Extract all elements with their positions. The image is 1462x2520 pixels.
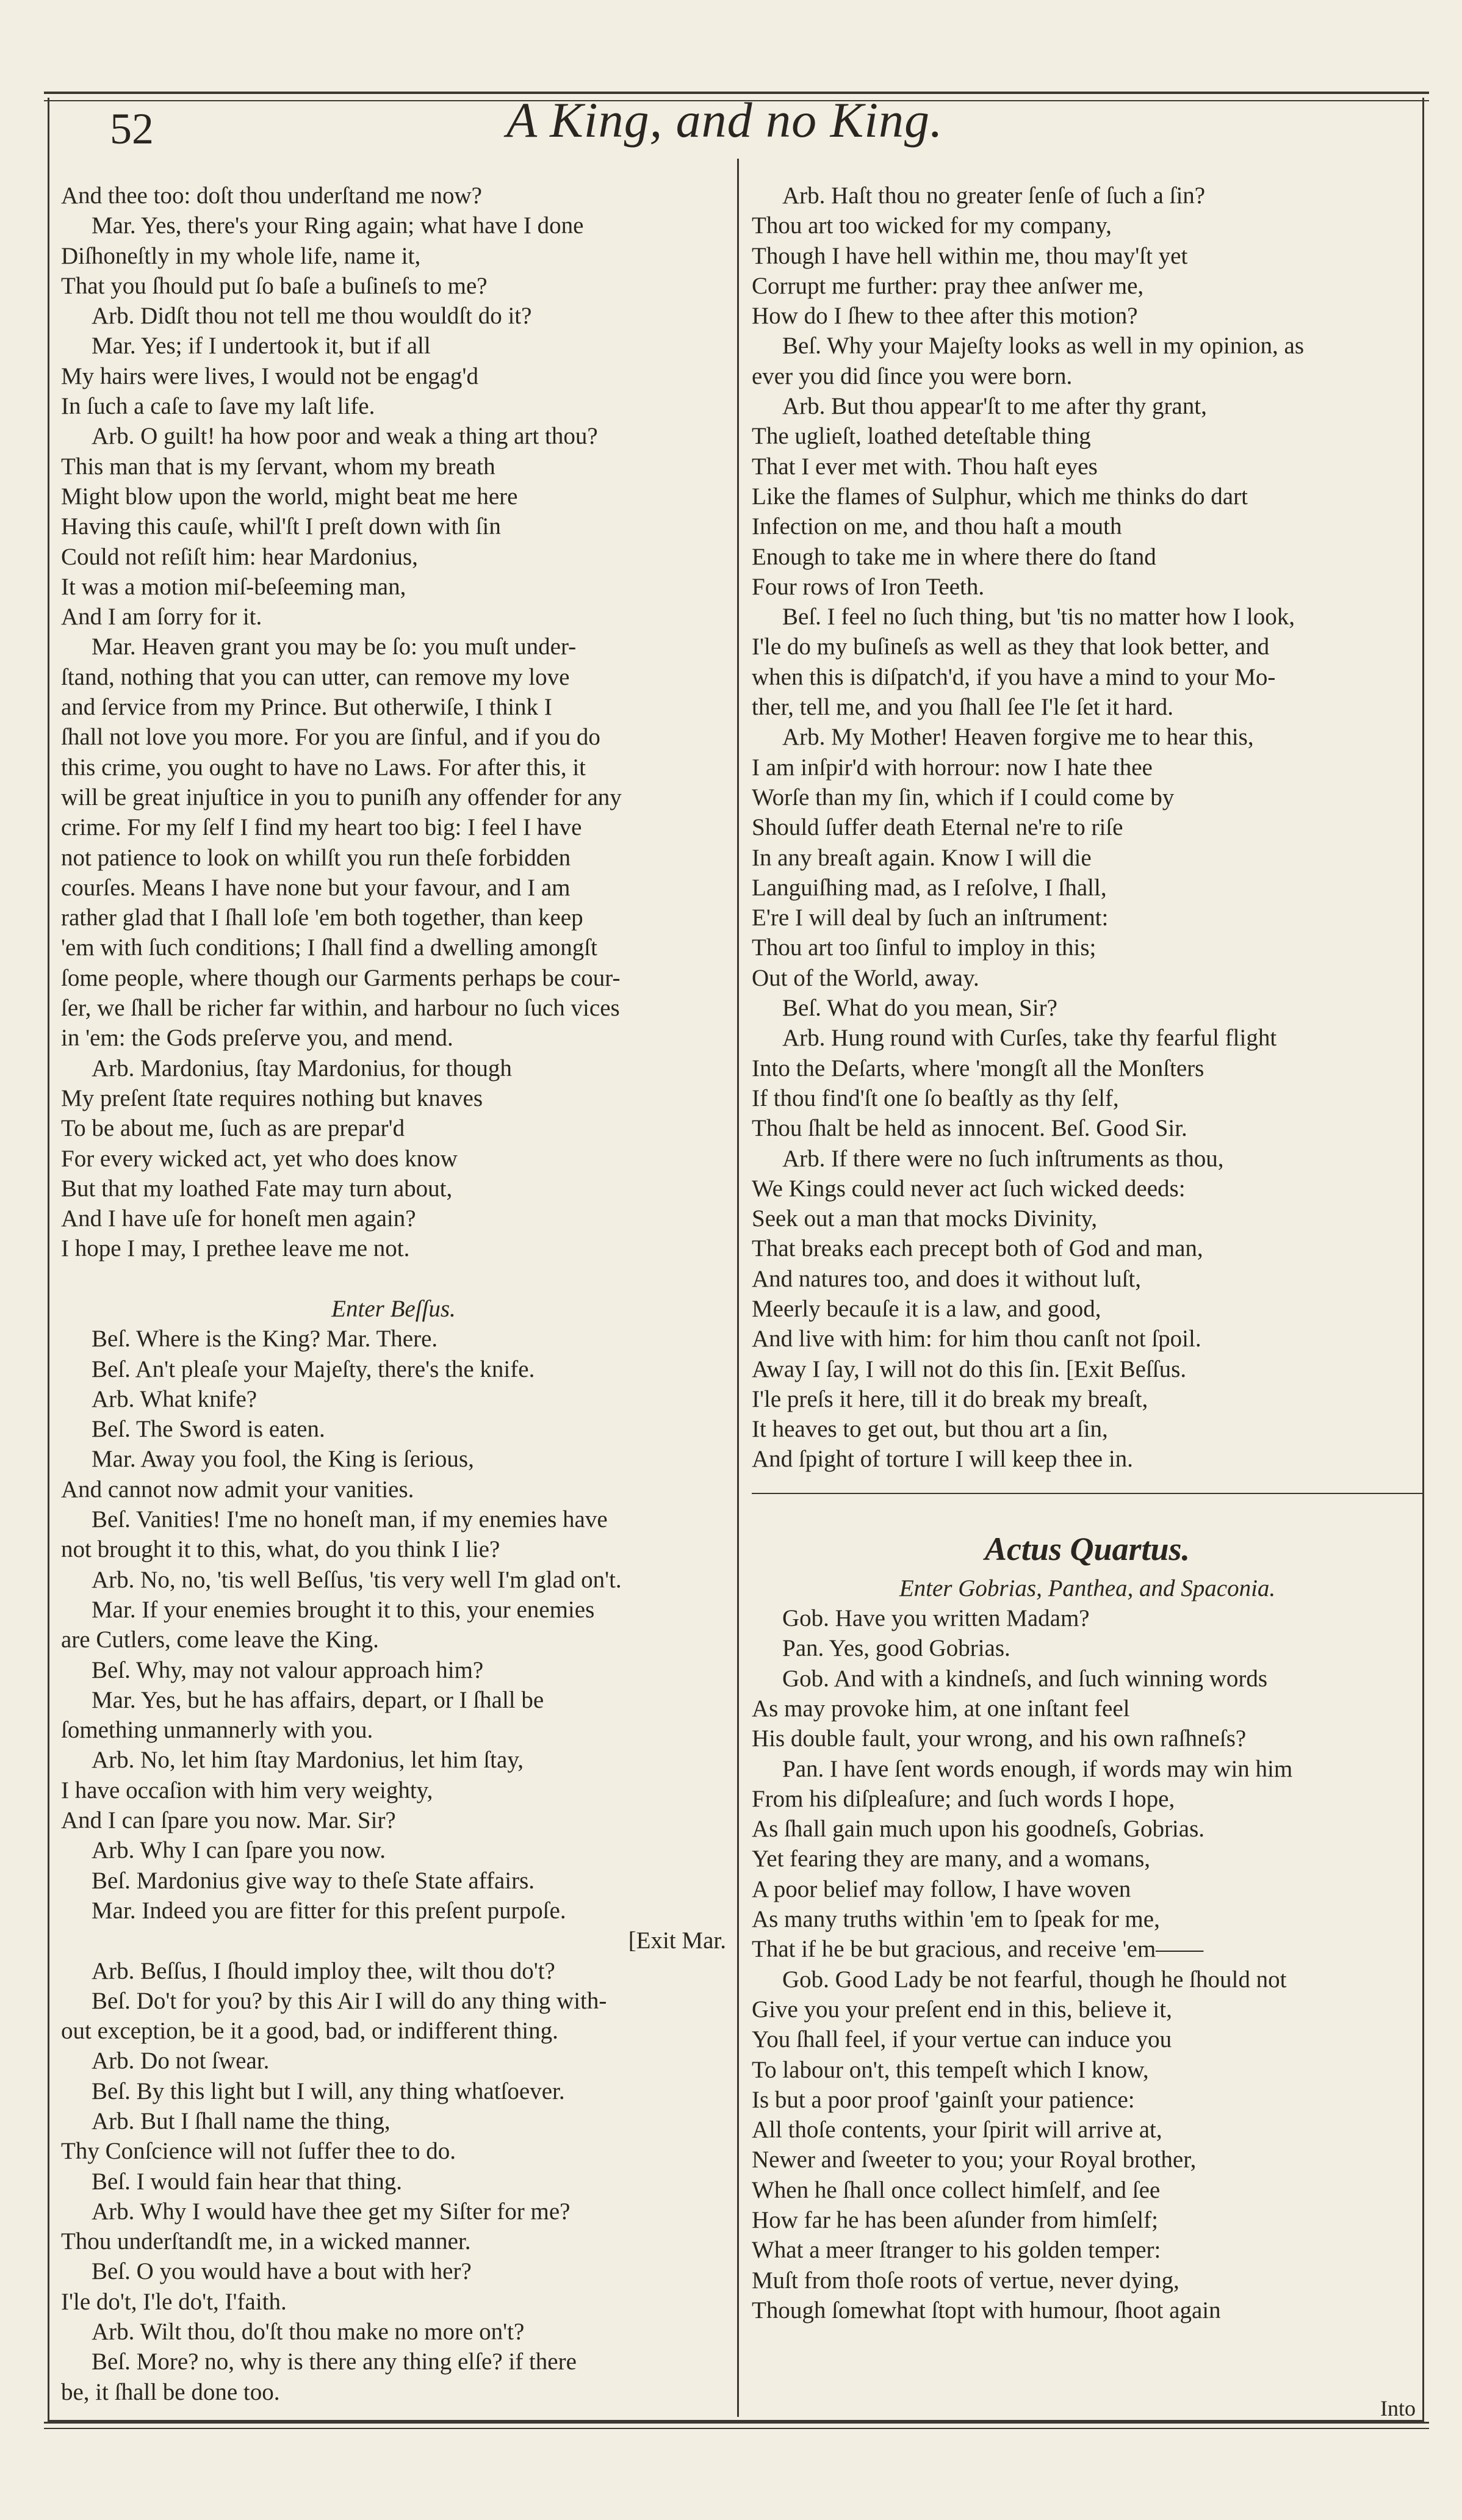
right-column-line: Four rows of Iron Teeth. <box>752 573 985 600</box>
left-column-line: will be great injuſtice in you to puniſh any offender for any <box>61 784 622 811</box>
left-column-line: And thee too: doſt thou underſtand me now? <box>61 182 482 209</box>
act-line: Is but a poor proof 'gainſt your patience: <box>752 2086 1135 2113</box>
act-line: To labour on't, this tempeſt which I know, <box>752 2056 1149 2083</box>
act-line: Gob. And with a kindneſs, and ſuch winning words <box>782 1665 1268 1692</box>
act-line: Pan. I have ſent words enough, if words may win him <box>782 1755 1293 1782</box>
left-column-line: Arb. No, let him ſtay Mardonius, let him ſtay, <box>92 1747 524 1774</box>
right-column-line: Corrupt me further: pray thee anſwer me, <box>752 272 1144 299</box>
left-column-line: It was a motion miſ-beſeeming man, <box>61 573 406 600</box>
left-column-line: Beſ. O you would have a bout with her? <box>92 2258 472 2285</box>
left-column-line: Mar. If your enemies brought it to this, your enemies <box>92 1596 595 1623</box>
left-column-line: Arb. O guilt! ha how poor and weak a thing art thou? <box>92 423 598 450</box>
left-column-line: Beſ. An't pleaſe your Majeſty, there's the knife. <box>92 1356 535 1382</box>
left-column-line: and ſervice from my Prince. But otherwiſe, I think I <box>61 694 552 721</box>
left-column-line: Beſ. Why, may not valour approach him? <box>92 1656 484 1683</box>
left-column-line: Arb. Why I would have thee get my Siſter for me? <box>92 2198 571 2225</box>
left-column-line: Arb. Why I can ſpare you now. <box>92 1837 386 1864</box>
left-column-line: Arb. Do not ſwear. <box>92 2048 270 2074</box>
act-line: Newer and ſweeter to you; your Royal brother, <box>752 2146 1197 2173</box>
act-line: When he ſhall once collect himſelf, and ſee <box>752 2176 1161 2203</box>
right-column-line: E're I will deal by ſuch an inſtrument: <box>752 904 1109 931</box>
right-column-line: ever you did ſince you were born. <box>752 363 1073 389</box>
left-column-line: Beſ. I would fain hear that thing. <box>92 2168 403 2195</box>
left-column-line: Beſ. The Sword is eaten. <box>92 1416 325 1443</box>
right-column-line: Languiſhing mad, as I reſolve, I ſhall, <box>752 874 1107 901</box>
left-column-line: Arb. Didſt thou not tell me thou wouldſt do it? <box>92 303 532 330</box>
left-column-line: Diſhoneſtly in my whole life, name it, <box>61 242 421 269</box>
left-column-line: I hope I may, I prethee leave me not. <box>61 1235 410 1262</box>
right-column-line: Seek out a man that mocks Divinity, <box>752 1205 1098 1232</box>
left-column-line: Could not reſiſt him: hear Mardonius, <box>61 543 418 570</box>
right-column-line: Thou ſhalt be held as innocent. Beſ. Good Sir. <box>752 1115 1187 1142</box>
right-column-line: Into the Deſarts, where 'mongſt all the Monſters <box>752 1055 1205 1081</box>
right-column <box>752 181 1423 2325</box>
act-line: As ſhall gain much upon his goodneſs, Gobrias. <box>752 1816 1205 1843</box>
left-column-line: And I can ſpare you now. Mar. Sir? <box>61 1807 396 1834</box>
act-line: Muſt from thoſe roots of vertue, never dying, <box>752 2267 1179 2294</box>
bottom-rule-thin <box>44 2428 1429 2429</box>
left-column-line: I have occaſion with him very weighty, <box>61 1777 433 1803</box>
left-column-line: Beſ. Do't for you? by this Air I will do any thing with- <box>92 1987 607 2014</box>
left-column-line: Might blow upon the world, might beat me here <box>61 483 518 510</box>
right-column-line: I am inſpir'd with horrour: now I hate thee <box>752 754 1153 781</box>
left-column-line: My hairs were lives, I would not be engag'd <box>61 363 478 389</box>
left-column-line: That you ſhould put ſo baſe a buſineſs to me? <box>61 272 488 299</box>
left-column-line: I'le do't, I'le do't, I'faith. <box>61 2288 287 2315</box>
left-column-line: ſomething unmannerly with you. <box>61 1717 373 1744</box>
column-divider <box>737 159 739 2417</box>
left-column-line: ſome people, where though our Garments perhaps be cour- <box>61 964 621 991</box>
left-column-line: Arb. No, no, 'tis well Beſſus, 'tis very well I'm glad on't. <box>92 1566 622 1593</box>
left-column-line: Arb. What knife? <box>92 1385 257 1412</box>
act-line: Though ſomewhat ſtopt with humour, ſhoot again <box>752 2297 1221 2323</box>
left-column-line: In ſuch a caſe to ſave my laſt life. <box>61 393 375 420</box>
left-column-line: in 'em: the Gods preſerve you, and mend. <box>61 1025 453 1052</box>
right-column-line: Like the flames of Sulphur, which me thinks do dart <box>752 483 1248 510</box>
left-column-line: Arb. Mardonius, ſtay Mardonius, for though <box>92 1055 512 1081</box>
left-column-line: Beſ. More? no, why is there any thing elſe? if there <box>92 2349 577 2375</box>
right-column-line: If thou find'ſt one ſo beaſtly as thy ſelf, <box>752 1085 1119 1111</box>
right-column-line: Arb. Hung round with Curſes, take thy fearful flight <box>782 1025 1277 1052</box>
right-column-line: I'le preſs it here, till it do break my breaſt, <box>752 1385 1148 1412</box>
left-column-line: And I have uſe for honeſt men again? <box>61 1205 416 1232</box>
right-column-line: Worſe than my ſin, which if I could come by <box>752 784 1175 811</box>
act-line: Yet fearing they are many, and a womans, <box>752 1846 1151 1872</box>
act-line: His double fault, your wrong, and his own raſhneſs? <box>752 1725 1247 1752</box>
left-column-line: Having this cauſe, whil'ſt I preſt down with ſin <box>61 513 501 540</box>
left-column-line: [Exit Mar. <box>628 1927 726 1954</box>
left-column-line: Beſ. Where is the King? Mar. There. <box>92 1326 438 1352</box>
right-column-line: Meerly becauſe it is a law, and good, <box>752 1295 1101 1322</box>
right-column-line: when this is diſpatch'd, if you have a mind to your Mo- <box>752 663 1276 690</box>
right-column-line: Thou art too ſinful to imploy in this; <box>752 934 1096 961</box>
act-line: You ſhall feel, if your vertue can induce you <box>752 2026 1172 2053</box>
act-line: Pan. Yes, good Gobrias. <box>782 1635 1010 1662</box>
right-column-line: We Kings could never act ſuch wicked deeds: <box>752 1175 1186 1202</box>
left-column-line: And cannot now admit your vanities. <box>61 1476 414 1503</box>
act-line: A poor belief may follow, I have woven <box>752 1876 1131 1902</box>
right-column-line: That breaks each precept both of God and man, <box>752 1235 1203 1262</box>
left-column-line: this crime, you ought to have no Laws. For after this, it <box>61 754 586 781</box>
act-line: Gob. Have you written Madam? <box>782 1605 1090 1632</box>
right-column-line: Enough to take me in where there do ſtand <box>752 543 1156 570</box>
right-column-line: Arb. If there were no ſuch inſtruments as thou, <box>782 1145 1224 1172</box>
right-column-line: Arb. Haſt thou no greater ſenſe of ſuch a ſin? <box>782 182 1206 209</box>
right-column-line: Should ſuffer death Eternal ne're to riſe <box>752 814 1123 841</box>
act-lines <box>752 1603 1423 2325</box>
left-column <box>61 181 726 2407</box>
left-column-line: Thou underſtandſt me, in a wicked manner. <box>61 2228 471 2255</box>
left-column-line: My preſent ſtate requires nothing but knaves <box>61 1085 483 1111</box>
right-column-line: Beſ. What do you mean, Sir? <box>782 995 1057 1022</box>
right-column-line: And ſpight of torture I will keep thee in. <box>752 1446 1133 1473</box>
left-column-line <box>61 1264 726 1294</box>
right-column-line: And natures too, and does it without luſt, <box>752 1265 1142 1292</box>
act-line: As may provoke him, at one inſtant feel <box>752 1695 1130 1722</box>
right-column-line: ther, tell me, and you ſhall ſee I'le ſet it hard. <box>752 694 1173 721</box>
left-column-line: Thy Conſcience will not ſuffer thee to do. <box>61 2138 456 2165</box>
left-column-line: courſes. Means I have none but your favour, and I am <box>61 874 571 901</box>
right-column-line: It heaves to get out, but thou art a ſin, <box>752 1416 1108 1443</box>
left-column-line: crime. For my ſelf I find my heart too big: I feel I have <box>61 814 582 841</box>
left-column-line: To be about me, ſuch as are prepar'd <box>61 1115 405 1142</box>
right-column-line: Beſ. I feel no ſuch thing, but 'tis no matter how I look, <box>782 604 1295 630</box>
right-column-line: Arb. But thou appear'ſt to me after thy grant, <box>782 393 1207 420</box>
right-column-lines <box>752 181 1423 1475</box>
left-column-line: Mar. Away you fool, the King is ſerious, <box>92 1446 474 1473</box>
right-column-line: Thou art too wicked for my company, <box>752 212 1112 239</box>
left-column-line: 'em with ſuch conditions; I ſhall find a dwelling amongſt <box>61 934 597 961</box>
left-column-line: Arb. Wilt thou, do'ſt thou make no more on't? <box>92 2319 525 2345</box>
right-column-line: Arb. My Mother! Heaven forgive me to hear this, <box>782 724 1254 751</box>
left-column-line: out exception, be it a good, bad, or indifferent thing. <box>61 2018 558 2045</box>
left-column-line: Mar. Yes, there's your Ring again; what have I done <box>92 212 584 239</box>
left-column-line: ſtand, nothing that you can utter, can remove my love <box>61 663 570 690</box>
left-column-line: But that my loathed Fate may turn about, <box>61 1175 453 1202</box>
act-line: All thoſe contents, your ſpirit will arrive at, <box>752 2117 1162 2143</box>
left-column-line: And I am ſorry for it. <box>61 604 262 630</box>
act-line: Gob. Good Lady be not fearful, though he ſhould not <box>782 1966 1287 1993</box>
left-column-line: are Cutlers, come leave the King. <box>61 1626 379 1653</box>
left-column-line: This man that is my ſervant, whom my breath <box>61 453 495 480</box>
right-column-line: The uglieſt, loathed deteſtable thing <box>752 423 1091 450</box>
left-column-line: Beſ. By this light but I will, any thing whatſoever. <box>92 2078 565 2104</box>
bottom-rule <box>44 2422 1429 2424</box>
left-column-line: Beſ. Vanities! I'me no honeſt man, if my enemies have <box>92 1506 608 1533</box>
left-column-line: For every wicked act, yet who does know <box>61 1145 458 1172</box>
left-column-line: Arb. But I ſhall name the thing, <box>92 2108 391 2134</box>
right-column-line: How do I ſhew to thee after this motion? <box>752 303 1138 330</box>
left-column-line: Beſ. Mardonius give way to theſe State affairs. <box>92 1867 535 1894</box>
right-column-line: That I ever met with. Thou haſt eyes <box>752 453 1098 480</box>
running-head: A King, and no King. <box>506 92 943 148</box>
left-column-line: Mar. Yes, but he has affairs, depart, or I ſhall be <box>92 1686 544 1713</box>
right-column-line: Away I ſay, I will not do this ſin. [Exit Beſſus. <box>752 1356 1187 1382</box>
act-line: As many truths within 'em to ſpeak for me, <box>752 1906 1160 1933</box>
act-stage-direction: Enter Gobrias, Panthea, and Spaconia. <box>899 1575 1276 1601</box>
right-column-line: Out of the World, away. <box>752 964 979 991</box>
catchword: Into <box>1380 2396 1416 2421</box>
act-line: What a meer ſtranger to his golden temper: <box>752 2237 1161 2264</box>
act-title: Actus Quartus. <box>984 1530 1190 1567</box>
left-column-line: Mar. Indeed you are fitter for this preſent purpoſe. <box>92 1897 566 1924</box>
left-column-line: ſer, we ſhall be richer far within, and harbour no ſuch vices <box>61 995 620 1022</box>
left-column-line: Enter Beſſus. <box>331 1295 456 1322</box>
left-column-line: Mar. Yes; if I undertook it, but if all <box>92 333 431 359</box>
left-column-line: Arb. Beſſus, I ſhould imploy thee, wilt thou do't? <box>92 1957 555 1984</box>
left-column-line: be, it ſhall be done too. <box>61 2378 280 2405</box>
right-column-line: In any breaſt again. Know I will die <box>752 844 1092 871</box>
right-column-line: Beſ. Why your Majeſty looks as well in my opinion, as <box>782 333 1305 359</box>
act-line: How far he has been aſunder from himſelf; <box>752 2207 1159 2233</box>
page-number: 52 <box>110 104 154 153</box>
act-line: Give you your preſent end in this, believe it, <box>752 1996 1172 2023</box>
act-line: That if he be but gracious, and receive 'em—— <box>752 1936 1204 1963</box>
left-column-line: not brought it to this, what, do you think I lie? <box>61 1536 500 1563</box>
left-column-line: ſhall not love you more. For you are ſinful, and if you do <box>61 724 600 751</box>
left-column-line: Mar. Heaven grant you may be ſo: you muſt under- <box>92 634 577 660</box>
left-column-line: rather glad that I ſhall loſe 'em both together, than keep <box>61 904 583 931</box>
right-column-line: And live with him: for him thou canſt not ſpoil. <box>752 1326 1201 1352</box>
act-line: From his diſpleaſure; and ſuch words I hope, <box>752 1785 1175 1812</box>
act-divider-rule <box>752 1493 1423 1494</box>
left-column-line: not patience to look on whilſt you run theſe forbidden <box>61 844 571 871</box>
right-column-line: Though I have hell within me, thou may'ſt yet <box>752 242 1188 269</box>
right-column-line: I'le do my buſineſs as well as they that look better, and <box>752 634 1270 660</box>
right-column-line: Infection on me, and thou haſt a mouth <box>752 513 1122 540</box>
